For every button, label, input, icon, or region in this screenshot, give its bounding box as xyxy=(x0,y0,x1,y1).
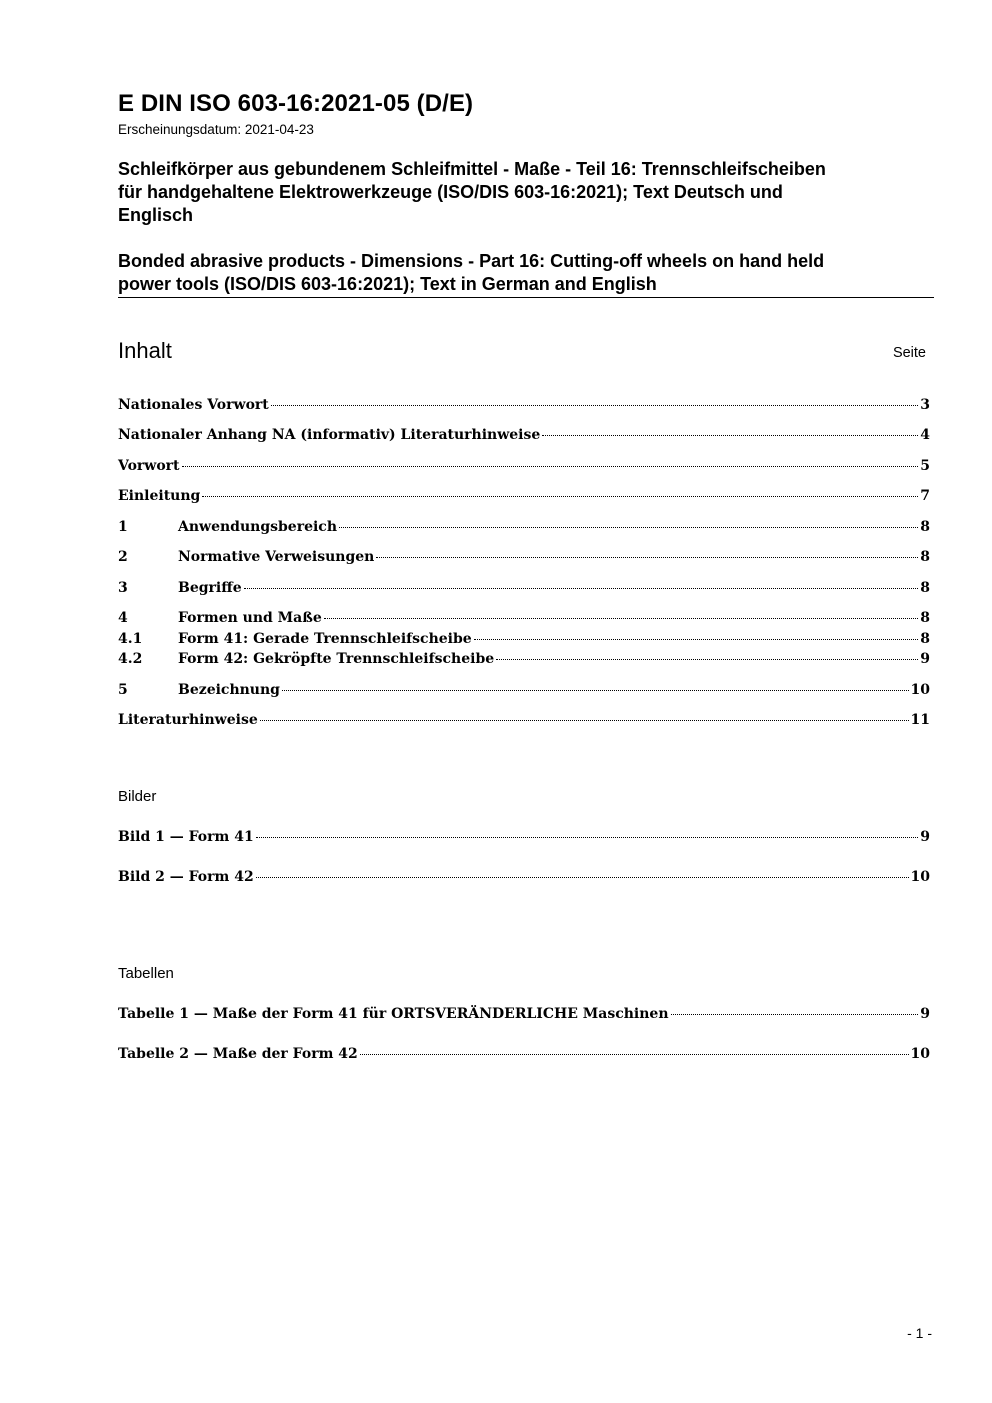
table-entry-page: 10 xyxy=(910,1046,930,1062)
toc-entry-form-42[interactable] xyxy=(118,649,930,669)
table-entry-tabelle-1[interactable] xyxy=(118,1004,930,1024)
toc-leader xyxy=(282,686,909,691)
figure-entry-title: Bild 2 — Form 42 xyxy=(118,869,254,885)
toc-entry-form-41[interactable] xyxy=(118,629,930,649)
toc-leader xyxy=(376,553,918,558)
toc-leader xyxy=(271,401,919,406)
figure-entry-bild-2[interactable] xyxy=(118,867,930,887)
toc-leader xyxy=(324,614,918,619)
toc-heading: Inhalt xyxy=(118,338,172,363)
toc-entry-begriffe[interactable] xyxy=(118,578,930,598)
toc-entry-title: Anwendungsbereich xyxy=(178,519,337,535)
toc-entry-bezeichnung[interactable] xyxy=(118,680,930,700)
toc-entry-title: Nationaler Anhang NA (informativ) Literaturhinweise xyxy=(118,427,541,443)
toc-entry-title: Begriffe xyxy=(178,580,242,596)
table-entry-tabelle-2[interactable] xyxy=(118,1044,930,1064)
toc-entry-page: 5 xyxy=(920,458,930,474)
table-entry-title: Tabelle 1 — Maße der Form 41 für ORTSVERÄNDERLICHE Maschinen xyxy=(118,1006,669,1022)
toc-page-label: Seite xyxy=(892,345,926,361)
toc-entry-page: 7 xyxy=(920,488,930,504)
toc-entry-title: Literaturhinweise xyxy=(118,712,258,728)
toc-leader xyxy=(202,492,918,497)
toc-entry-number: 3 xyxy=(118,580,128,596)
toc-entry-page: 8 xyxy=(920,631,930,647)
tables-heading: Tabellen xyxy=(118,965,174,982)
toc-leader xyxy=(542,431,918,436)
toc-entry-page: 8 xyxy=(920,519,930,535)
toc-entry-number: 2 xyxy=(118,549,128,565)
toc-entry-number: 4.1 xyxy=(118,631,143,647)
toc-entry-page: 8 xyxy=(920,580,930,596)
toc-entry-number: 4.2 xyxy=(118,651,143,667)
toc-entry-title: Nationales Vorwort xyxy=(118,397,269,413)
toc-entry-title: Bezeichnung xyxy=(178,682,280,698)
figure-entry-page: 9 xyxy=(920,829,930,845)
toc-entry-nationaler-anhang[interactable] xyxy=(118,425,930,445)
title-german-line: Englisch xyxy=(118,205,194,225)
toc-leader xyxy=(256,833,919,838)
figures-heading: Bilder xyxy=(118,788,157,805)
toc-entry-normative-verweisungen[interactable] xyxy=(118,547,930,567)
toc-entry-page: 11 xyxy=(910,712,930,728)
toc-entry-title: Einleitung xyxy=(118,488,201,504)
toc-entry-page: 3 xyxy=(920,397,930,413)
title-german-line: Schleifkörper aus gebundenem Schleifmittel - Maße - Teil 16: Trennschleifscheiben xyxy=(118,159,826,179)
document-id: E DIN ISO 603-16:2021-05 (D/E) xyxy=(118,90,474,117)
title-english-line: Bonded abrasive products - Dimensions - Part 16: Cutting-off wheels on hand held xyxy=(118,251,825,271)
toc-entry-vorwort[interactable] xyxy=(118,456,930,476)
publication-date: Erscheinungsdatum: 2021-04-23 xyxy=(118,122,314,137)
title-divider xyxy=(118,297,934,298)
toc-leader xyxy=(671,1010,919,1015)
figure-entry-page: 10 xyxy=(910,869,930,885)
toc-entry-nationales-vorwort[interactable] xyxy=(118,395,930,415)
toc-entry-page: 8 xyxy=(920,610,930,626)
toc-leader xyxy=(182,462,919,467)
toc-leader xyxy=(260,716,909,721)
toc-entry-title: Form 42: Gekröpfte Trennschleifscheibe xyxy=(178,651,495,667)
figure-entry-title: Bild 1 — Form 41 xyxy=(118,829,254,845)
toc-entry-number: 1 xyxy=(118,519,128,535)
toc-entry-anwendungsbereich[interactable] xyxy=(118,517,930,537)
toc-entry-literaturhinweise[interactable] xyxy=(118,710,930,730)
toc-leader xyxy=(339,523,918,528)
toc-entry-number: 5 xyxy=(118,682,128,698)
toc-leader xyxy=(360,1050,909,1055)
table-entry-page: 9 xyxy=(920,1006,930,1022)
toc-entry-einleitung[interactable] xyxy=(118,486,930,506)
toc-entry-number: 4 xyxy=(118,610,128,626)
toc-entry-page: 9 xyxy=(920,651,930,667)
toc-leader xyxy=(244,584,919,589)
toc-entry-page: 8 xyxy=(920,549,930,565)
toc-entry-title: Formen und Maße xyxy=(178,610,322,626)
title-german-line: für handgehaltene Elektrowerkzeuge (ISO/DIS 603-16:2021); Text Deutsch und xyxy=(118,182,783,202)
table-entry-title: Tabelle 2 — Maße der Form 42 xyxy=(118,1046,358,1062)
toc-entry-title: Form 41: Gerade Trennschleifscheibe xyxy=(178,631,472,647)
title-german xyxy=(118,158,933,227)
title-english-line: power tools (ISO/DIS 603-16:2021); Text in German and English xyxy=(118,274,657,294)
title-english xyxy=(118,250,933,296)
toc-entry-title: Vorwort xyxy=(118,458,180,474)
page-number: - 1 - xyxy=(907,1325,932,1341)
toc-leader xyxy=(256,873,909,878)
toc-entry-page: 4 xyxy=(920,427,930,443)
toc-leader xyxy=(496,655,918,660)
toc-entry-title: Normative Verweisungen xyxy=(178,549,375,565)
toc-entry-formen-und-masse[interactable] xyxy=(118,608,930,628)
toc-entry-page: 10 xyxy=(910,682,930,698)
toc-leader xyxy=(474,635,919,640)
figure-entry-bild-1[interactable] xyxy=(118,827,930,847)
